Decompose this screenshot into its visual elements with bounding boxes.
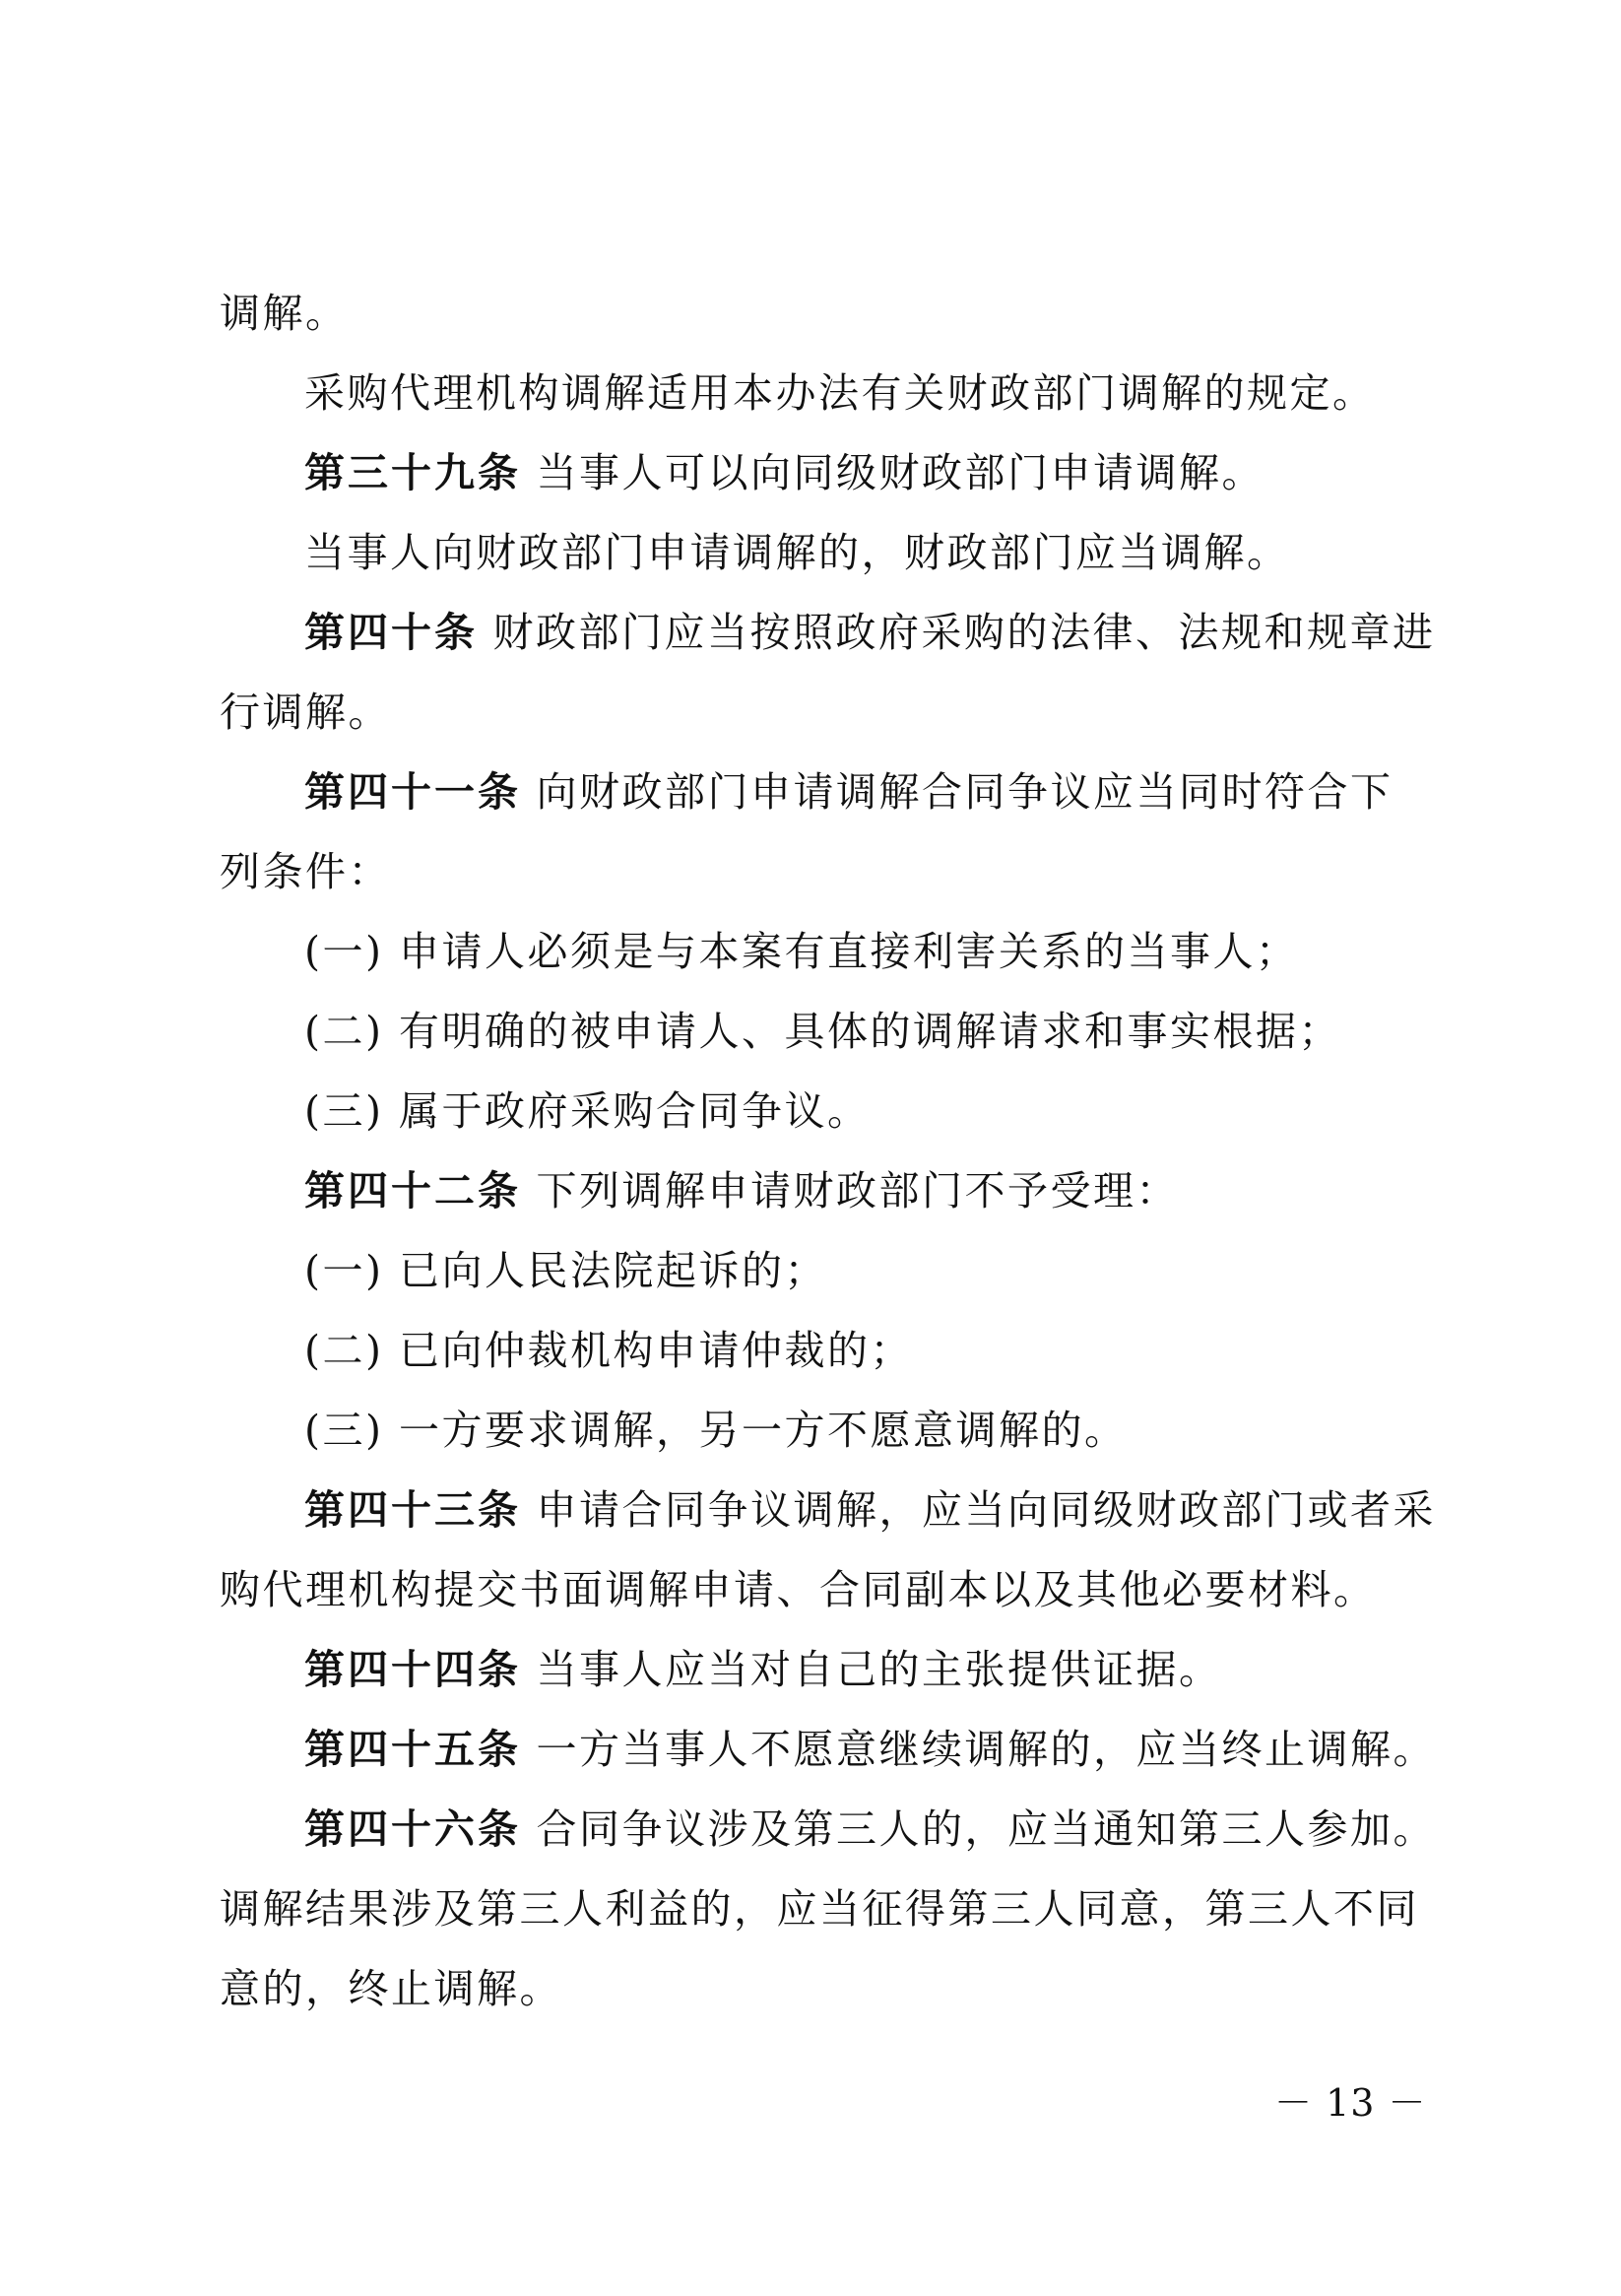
article-heading: 第三十九条 [304,449,521,496]
paragraph-line [220,1560,1377,1619]
page-number: － 13 － [1274,2081,1427,2125]
article-heading: 第四十六条 [304,1805,521,1853]
line-text: (二) 已向仲裁机构申请仲裁的； [304,1327,914,1374]
article-heading: 第四十三条 [304,1486,521,1534]
line-text: (二) 有明确的被申请人、具体的调解请求和事实根据； [304,1008,1342,1055]
line-text: 当事人可以向同级财政部门申请调解。 [521,449,1265,496]
list-item [304,1082,871,1141]
line-text: 购代理机构提交书面调解申请、合同副本以及其他必要材料。 [220,1566,1377,1613]
paragraph-line [220,284,349,343]
article-44-line [304,1640,1222,1699]
paragraph-line [220,683,391,742]
line-text: 调解结果涉及第三人利益的，应当征得第三人同意，第三人不同 [220,1885,1419,1933]
line-text: 申请合同争议调解，应当向同级财政部门或者采 [521,1486,1437,1534]
article-heading: 第四十二条 [304,1167,521,1214]
article-43-line [304,1480,1436,1540]
line-text: 调解。 [220,290,349,337]
article-41-line [304,762,1394,821]
article-heading: 第四十四条 [304,1646,521,1693]
article-heading: 第四十五条 [304,1726,521,1773]
line-text: (一) 已向人民法院起诉的； [304,1247,828,1294]
article-45-line [304,1720,1436,1779]
article-42-line [304,1161,1179,1220]
line-text: (一) 申请人必须是与本案有直接利害关系的当事人； [304,928,1299,975]
list-item [304,1241,827,1300]
line-text: 意的，终止调解。 [220,1965,562,2012]
line-text: 采购代理机构调解适用本办法有关财政部门调解的规定。 [304,369,1376,417]
list-item [304,1401,1128,1460]
article-46-line [304,1800,1436,1859]
line-text: 列条件： [220,848,391,895]
article-40-line [304,603,1436,662]
list-item [304,1002,1341,1061]
line-text: 合同争议涉及第三人的，应当通知第三人参加。 [521,1805,1437,1853]
article-heading: 第四十一条 [304,768,521,816]
line-text: (三) 属于政府采购合同争议。 [304,1087,871,1135]
paragraph-line [304,523,1290,582]
list-item [304,922,1299,981]
line-text: 当事人应当对自己的主张提供证据。 [521,1646,1222,1693]
paragraph-line [220,842,391,901]
line-text: 当事人向财政部门申请调解的，财政部门应当调解。 [304,529,1290,576]
paragraph-line [220,1959,562,2018]
article-heading: 第四十条 [304,609,478,656]
line-text: 财政部门应当按照政府采购的法律、法规和规章进 [478,609,1436,656]
paragraph-line [304,363,1376,423]
paragraph-line [220,1879,1419,1938]
line-text: 行调解。 [220,689,391,736]
line-text: 下列调解申请财政部门不予受理： [521,1167,1180,1214]
line-text: 一方当事人不愿意继续调解的，应当终止调解。 [521,1726,1437,1773]
line-text: (三) 一方要求调解，另一方不愿意调解的。 [304,1407,1128,1454]
list-item [304,1321,913,1380]
article-39-line [304,443,1264,502]
line-text: 向财政部门申请调解合同争议应当同时符合下 [521,768,1394,816]
